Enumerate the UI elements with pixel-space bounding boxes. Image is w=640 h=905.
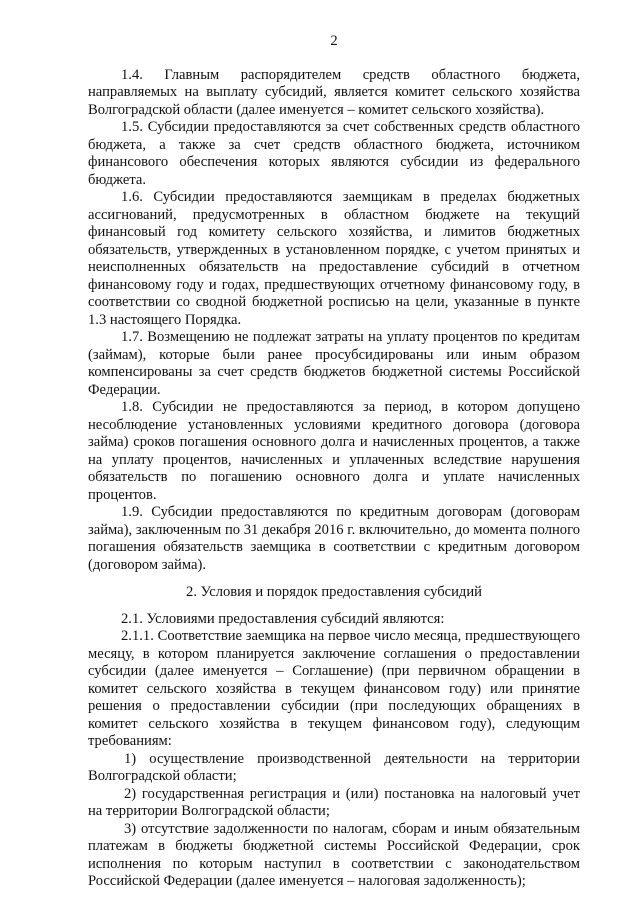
paragraph-2-1-1: 2.1.1. Соответствие заемщика на первое число месяца, предшествующего месяцу, в котором планируется заключение соглашения о предоставлении субсидии (далее именуется – Соглашение) (при первичном обращении в комитет сельского хозяйства в текущем финансовом году) или принятие решения о предоставлении субсидии (при последующих обращениях в комитет сельского хозяйства в текущем финансовом году), следующим требованиям: [88,628,580,749]
paragraph-1-6: 1.6. Субсидии предоставляются заемщикам в пределах бюджетных ассигнований, предусмотренных в областном бюджете на текущий финансовый год комитету сельского хозяйства, и лимитов бюджетных обязательств, утвержденных в установленном порядке, с учетом принятых и неисполненных обязательств на предоставление субсидий в отчетном финансовому году и годах, предшествующих отчетному финансовому году, в соответствии со сводной бюджетной росписью на цели, указанные в пункте 1.3 настоящего Порядка. [88,189,580,328]
page-number: 2 [330,33,338,49]
paragraph-1-7: 1.7. Возмещению не подлежат затраты на уплату процентов по кредитам (займам), которые были ранее просубсидированы или иным образом компенсированы за счет средств бюджетов бюджетной системы Российской Федерации. [88,329,580,398]
section-heading: 2. Условия и порядок предоставления субсидий [186,584,482,600]
list-item: 3) отсутствие задолженности по налогам, сборам и иным обязательным платежам в бюджеты бюджетной системы Российской Федерации, срок исполнения по которым наступил в соответствии с законодательством Российской Федерации (далее именуется – налоговая задолженность); [88,820,580,889]
list-item: 2) государственная регистрация и (или) постановка на налоговый учет на территории Волгоградской области; [88,785,580,819]
paragraph-1-9: 1.9. Субсидии предоставляются по кредитным договорам (договорам займа), заключенным по 31 декабря 2016 г. включительно, до момента полного погашения обязательств заемщика в соответствии с кредитным договором (договором займа). [88,504,580,573]
paragraph-1-8: 1.8. Субсидии не предоставляются за период, в котором допущено несоблюдение установленных условиями кредитного договора (договора займа) сроков погашения основного долга и начисленных процентов, а также на уплату процентов, начисленных и уплаченных вследствие нарушения обязательств по погашению основного долга и уплате начисленных процентов. [88,399,580,503]
paragraph-1-4: 1.4. Главным распорядителем средств областного бюджета, направляемых на выплату субсидий, является комитет сельского хозяйства Волгоградской области (далее именуется – комитет сельского хозяйства). [88,66,580,118]
paragraph-2-1: 2.1. Условиями предоставления субсидий являются: [121,610,445,627]
paragraph-1-5: 1.5. Субсидии предоставляются за счет собственных средств областного бюджета, а также за счет средств областного бюджета, источником финансового обеспечения которых являются субсидии из федерального бюджета. [88,119,580,188]
list-item: 1) осуществление производственной деятельности на территории Волгоградской области; [88,750,580,784]
